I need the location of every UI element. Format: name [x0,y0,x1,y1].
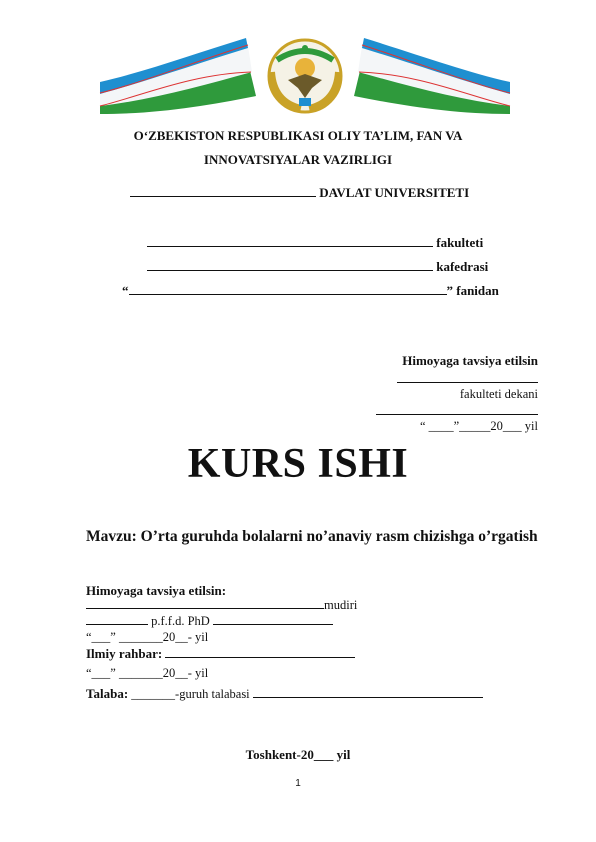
supervisor-blank [165,657,355,658]
defense-date-2: “___” _______20__- yil [86,666,209,680]
defense-date-1: “___” _______20__- yil [86,630,209,644]
subject-blank [129,294,447,295]
head-suffix: mudiri [324,598,358,612]
university-label: DAVLAT UNIVERSITETI [319,185,470,200]
department-line [147,259,488,275]
department-blank [147,270,433,271]
faculty-line [147,235,483,251]
defense-label: Himoyaga tavsiya etilsin: [86,583,227,598]
student-group: _______-guruh talabasi [128,687,253,701]
approval-title: Himoyaga tavsiya etilsin [402,353,538,368]
subject-open-quote: “ [122,283,129,298]
supervisor-line [86,646,355,662]
approval-date: “ ____”_____20___ yil [419,419,538,433]
student-line [86,686,483,702]
head-line [86,598,357,613]
head-blank [86,608,324,609]
degree-signature-blank [213,624,333,625]
faculty-label: fakulteti [436,235,484,250]
university-line [130,185,469,201]
main-title: KURS ISHI [187,441,409,487]
page-number: 1 [295,778,301,789]
student-label: Talaba: [86,686,129,701]
city-year: Toshkent-20___ yil [245,747,351,762]
topic: Mavzu: O’rta guruhda bolalarni no’anaviy rasm chizishga o’rgatish [86,528,538,545]
approval-signature-blank [397,382,538,383]
degree-line [86,614,333,629]
approval-dean-blank [376,414,538,415]
department-label: kafedrasi [436,259,489,274]
left-flag [100,38,256,114]
right-flag [354,38,510,114]
university-name-blank [130,196,316,197]
degree-name-blank [86,624,148,625]
degree-label: p.f.f.d. PhD [148,614,213,628]
faculty-blank [147,246,433,247]
ministry-line-1: O‘ZBEKISTON RESPUBLIKASI OLIY TA’LIM, FAN VA [133,128,463,143]
subject-line [122,283,499,299]
student-blank [253,697,483,698]
approval-dean-label: fakulteti dekani [459,387,538,401]
ministry-line-2: INNOVATSIYALAR VAZIRLIGI [203,152,393,167]
coat-of-arms [269,40,341,112]
subject-label: ” fanidan [446,283,499,298]
supervisor-label: Ilmiy rahbar: [86,646,163,661]
state-emblem-logo [96,36,514,114]
